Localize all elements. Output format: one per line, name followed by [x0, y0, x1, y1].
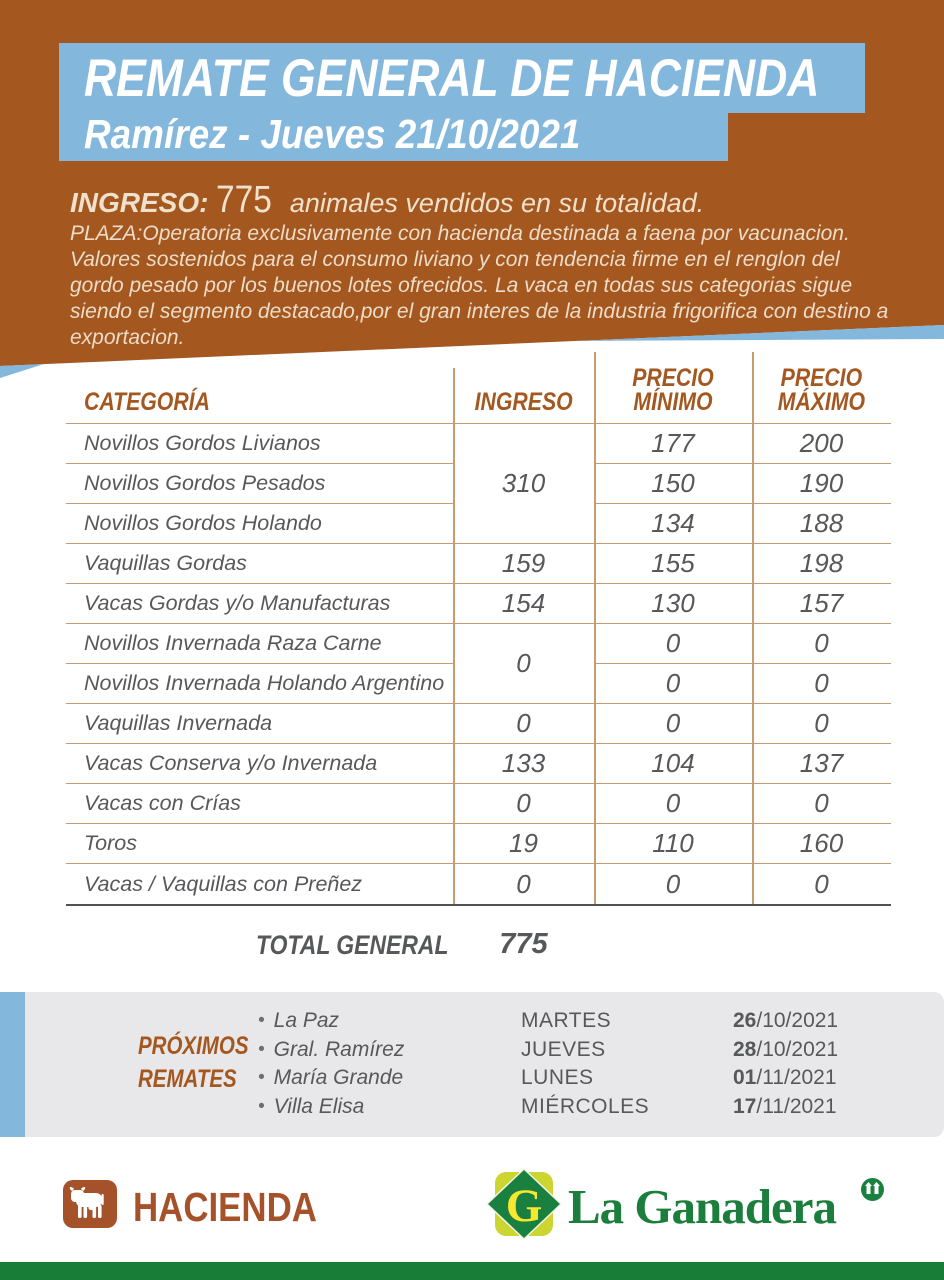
auction-city: María Grande	[273, 1066, 404, 1090]
total-label: TOTAL GENERAL	[256, 930, 449, 960]
column-divider	[752, 352, 754, 904]
table-cell-ingreso: 159	[453, 544, 594, 584]
table-row-category: Vacas Conserva y/o Invernada	[66, 744, 453, 784]
table-row-category: Novillos Gordos Pesados	[66, 464, 453, 504]
table-row-category: Vaquillas Invernada	[66, 704, 453, 744]
header-precio-maximo: PRECIO MÁXIMO	[752, 352, 891, 424]
list-item	[258, 1036, 838, 1065]
auction-day: LUNES	[521, 1066, 594, 1090]
table-row-category: Vaquillas Gordas	[66, 544, 453, 584]
table-cell-max: 188	[752, 504, 891, 544]
table-cell-min: 177	[594, 424, 752, 464]
table-cell-max: 198	[752, 544, 891, 584]
auction-city: La Paz	[273, 1009, 340, 1033]
blue-diagonal-left	[0, 364, 44, 378]
footer-green-bar	[0, 1262, 944, 1280]
auction-list	[258, 1007, 838, 1121]
table-cell-max: 0	[752, 704, 891, 744]
table-cell-max: 160	[752, 824, 891, 864]
auction-day: MIÉRCOLES	[521, 1094, 650, 1118]
table-cell-min: 104	[594, 744, 752, 784]
ingreso-label: INGRESO:	[70, 187, 209, 218]
list-item	[258, 1093, 838, 1122]
table-cell-max: 0	[814, 868, 829, 899]
table-cell-max: 200	[752, 424, 891, 464]
svg-text:G: G	[505, 1180, 543, 1232]
auction-city: Villa Elisa	[273, 1094, 365, 1118]
ingreso-summary	[70, 179, 704, 222]
table-cell-min: 150	[594, 464, 752, 504]
auction-date: 28/10/2021	[733, 1037, 839, 1061]
table-cell-min: 0	[594, 704, 752, 744]
table-cell-ingreso: 0	[453, 784, 594, 824]
auction-day: JUEVES	[521, 1037, 606, 1061]
table-cell-max: 0	[752, 784, 891, 824]
panel-title: PRÓXIMOS REMATES	[138, 1032, 249, 1093]
hacienda-label: HACIENDA	[133, 1184, 317, 1230]
table-cell-min: 155	[594, 544, 752, 584]
table-cell-min: 134	[594, 504, 752, 544]
table-cell-max: 0	[752, 664, 891, 704]
total-value: 775	[499, 928, 548, 960]
total-row	[66, 930, 891, 964]
auction-date: 17/11/2021	[733, 1094, 837, 1118]
auction-date: 26/10/2021	[733, 1009, 839, 1033]
table-row-category: Novillos Invernada Holando Argentino	[66, 664, 453, 704]
table-row-category: Vacas / Vaquillas con Preñez	[84, 871, 363, 896]
table-cell-min: 0	[594, 664, 752, 704]
table-row-category: Novillos Gordos Livianos	[66, 424, 453, 464]
table-cell-min: 0	[594, 784, 752, 824]
ingreso-value: 775	[216, 179, 273, 221]
bullet-icon: •	[258, 1038, 265, 1060]
ganadera-logo	[484, 1166, 564, 1247]
column-divider	[594, 352, 596, 904]
proximos-remates-panel	[0, 992, 944, 1137]
table-row-category: Toros	[66, 824, 453, 864]
column-divider	[453, 368, 455, 904]
bullet-icon: •	[258, 1095, 265, 1117]
table-cell-min: 0	[594, 624, 752, 664]
table-row-category: Vacas con Crías	[66, 784, 453, 824]
list-item	[258, 1064, 838, 1093]
bullet-icon: •	[258, 1067, 265, 1089]
panel-blue-accent	[0, 992, 25, 1137]
ingreso-text: animales vendidos en su totalidad.	[289, 188, 705, 218]
table-cell-ingreso: 0	[453, 704, 594, 744]
table-row-category: Vacas Gordas y/o Manufacturas	[66, 584, 453, 624]
cow-icon	[63, 1180, 117, 1228]
brand-name: La Ganadera	[568, 1179, 837, 1234]
page-title: REMATE GENERAL DE HACIENDA	[84, 49, 820, 108]
table-cell-ingreso-merged: 310	[453, 424, 594, 544]
bullet-icon: •	[258, 1010, 265, 1032]
table-row-category: Novillos Gordos Holando	[66, 504, 453, 544]
list-item	[258, 1007, 838, 1036]
table-cell-max: 137	[752, 744, 891, 784]
table-cell-max: 0	[752, 624, 891, 664]
hacienda-logo	[63, 1180, 117, 1233]
table-cell-ingreso: 0	[516, 868, 531, 899]
auction-day: MARTES	[521, 1009, 612, 1033]
table-cell-max: 157	[752, 584, 891, 624]
diamond-g-icon	[484, 1166, 564, 1242]
header-ingreso: INGRESO	[453, 352, 594, 424]
table-row-category: Novillos Invernada Raza Carne	[66, 624, 453, 664]
double-m-badge-icon	[860, 1177, 885, 1207]
table-cell-max: 190	[752, 464, 891, 504]
header-categoria: CATEGORÍA	[66, 352, 453, 424]
table-cell-ingreso: 19	[453, 824, 594, 864]
table-cell-min: 130	[594, 584, 752, 624]
livestock-table	[66, 352, 891, 906]
table-cell-min: 110	[594, 824, 752, 864]
table-cell-ingreso-merged: 0	[453, 624, 594, 704]
page-subtitle: Ramírez - Jueves 21/10/2021	[84, 111, 581, 157]
table-cell-min: 0	[665, 868, 681, 899]
header-precio-minimo: PRECIO MÍNIMO	[594, 352, 752, 424]
auction-city: Gral. Ramírez	[273, 1037, 405, 1061]
table-cell-ingreso: 154	[453, 584, 594, 624]
plaza-paragraph: PLAZA:Operatoria exclusivamente con hacienda destinada a faena por vacunacion. Valores sostenidos para el consumo liviano y con tendencia firme en el renglon del gordo pesado por los buenos lotes ofrecidos. La vaca en todas sus categorias sigue siendo el segmento destacado,por el gran interes de la industria frigorifica con destino a exportacion.	[70, 222, 889, 349]
auction-date: 01/11/2021	[733, 1066, 837, 1090]
table-cell-ingreso: 133	[453, 744, 594, 784]
